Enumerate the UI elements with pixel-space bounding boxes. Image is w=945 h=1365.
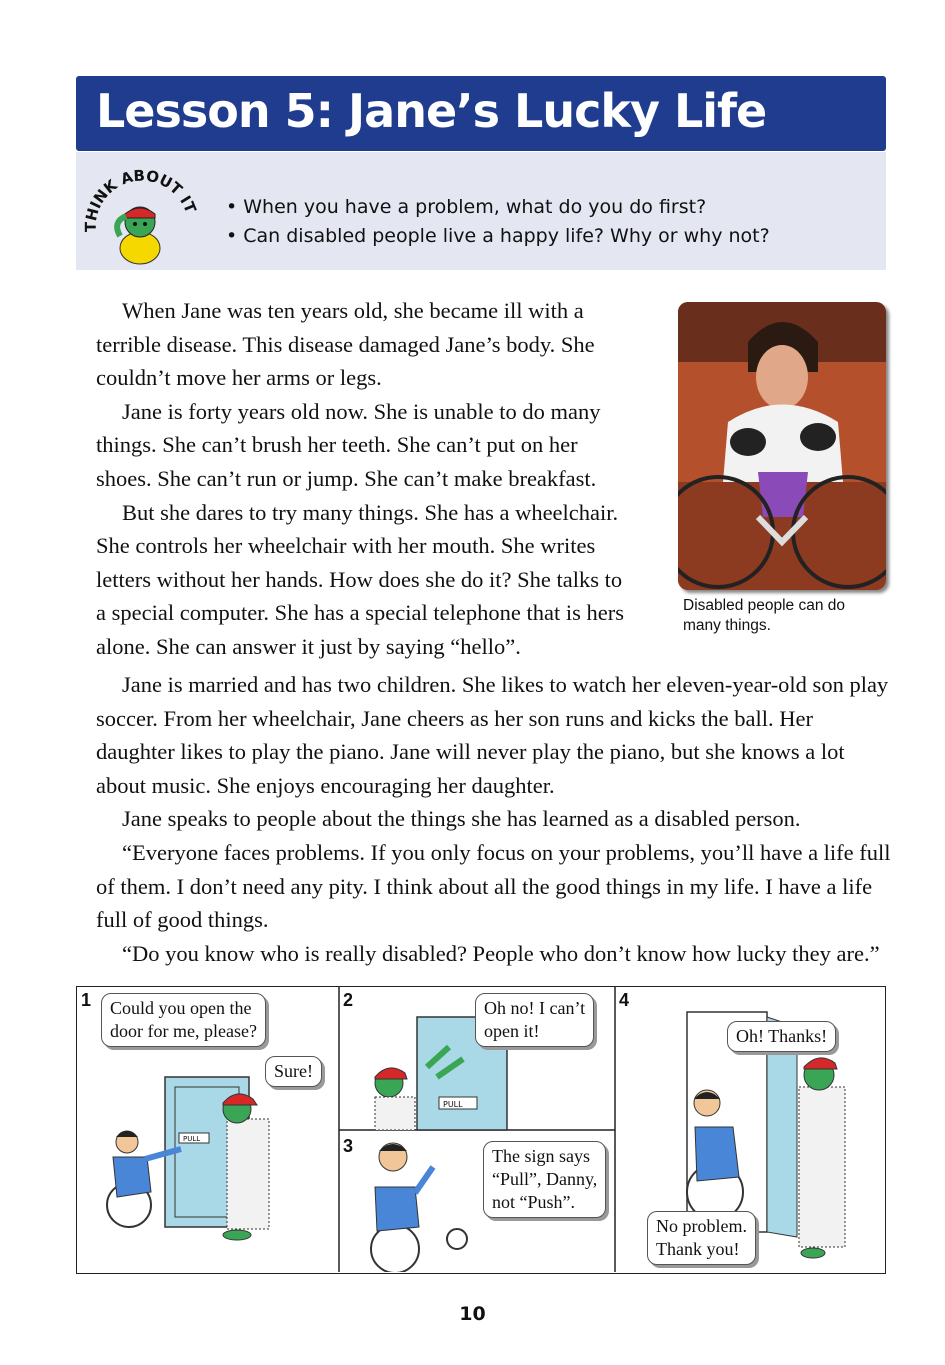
page-number: 10 bbox=[459, 1303, 486, 1325]
speech-bubble bbox=[727, 1021, 836, 1052]
speech-bubble bbox=[265, 1056, 322, 1087]
bubble-line: Thank you! bbox=[656, 1239, 740, 1259]
story-paragraph: Jane is married and has two children. She likes to watch her eleven-year-old son play soccer. From her wheelchair, Jane cheers as her son runs and kicks the ball. Her daughter likes to play the piano. Jane will never play the piano, but she knows a lot about music. She enjoys encouraging her daughter. bbox=[96, 672, 889, 798]
story-line: letters without her hands. How does she do it? She talks to bbox=[96, 566, 623, 592]
speech-bubble bbox=[647, 1211, 756, 1265]
lesson-title: Lesson 5: Jane’s Lucky Life bbox=[96, 84, 767, 138]
panel-number: 1 bbox=[81, 990, 92, 1010]
panel-number: 4 bbox=[619, 990, 630, 1010]
story-line: terrible disease. This disease damaged Jane’s body. She bbox=[96, 331, 595, 357]
bubble-line: Sure! bbox=[274, 1061, 313, 1081]
comic-strip bbox=[76, 986, 886, 1274]
photo-caption: Disabled people can do many things. bbox=[683, 597, 846, 634]
bubble-line: door for me, please? bbox=[110, 1021, 257, 1041]
speech-bubble bbox=[475, 993, 594, 1047]
story-line: shoes. She can’t run or jump. She can’t make breakfast. bbox=[96, 465, 597, 491]
think-question-1: • When you have a problem, what do you do first? bbox=[226, 196, 707, 218]
door-sign-pull: PULL bbox=[183, 1135, 201, 1143]
think-question-2: • Can disabled people live a happy life? Why or why not? bbox=[226, 225, 770, 247]
story-line: Jane is forty years old now. She is unable to do many bbox=[122, 398, 601, 424]
story-column-text bbox=[96, 294, 666, 664]
door-sign-pull: PULL bbox=[443, 1100, 463, 1109]
think-about-it-mascot-icon bbox=[82, 162, 202, 266]
story-line: But she dares to try many things. She has a wheelchair. bbox=[122, 499, 619, 525]
bubble-line: The sign says bbox=[492, 1146, 590, 1166]
speech-bubble bbox=[483, 1141, 606, 1218]
story-paragraph: “Everyone faces problems. If you only focus on your problems, you’ll have a life full of them. I don’t need any pity. I think about all the good things in my life. I have a life full of good things. bbox=[96, 839, 891, 933]
story-full-text bbox=[96, 668, 896, 970]
think-about-it-label: THINK ABOUT IT bbox=[82, 166, 200, 233]
bubble-line: Oh no! I can’t bbox=[484, 998, 586, 1018]
bubble-line: open it! bbox=[484, 1021, 540, 1041]
think-about-it-box bbox=[76, 152, 886, 270]
bubble-line: not “Push”. bbox=[492, 1192, 575, 1212]
bubble-line: Could you open the bbox=[110, 998, 252, 1018]
speech-bubble bbox=[101, 993, 266, 1047]
story-paragraph: Jane speaks to people about the things she has learned as a disabled person. bbox=[122, 806, 801, 832]
story-line: couldn’t move her arms or legs. bbox=[96, 365, 382, 391]
panel-number: 2 bbox=[343, 990, 354, 1010]
bubble-line: “Pull”, Danny, bbox=[492, 1169, 598, 1189]
story-line: a special computer. She has a special telephone that is hers bbox=[96, 600, 624, 626]
story-paragraph: “Do you know who is really disabled? People who don’t know how lucky they are.” bbox=[122, 940, 880, 966]
bubble-line: Oh! Thanks! bbox=[736, 1026, 828, 1046]
panel-number: 3 bbox=[343, 1136, 354, 1156]
story-line: She controls her wheelchair with her mouth. She writes bbox=[96, 533, 596, 559]
story-line: When Jane was ten years old, she became ill with a bbox=[122, 298, 584, 323]
story-line: alone. She can answer it just by saying “hello”. bbox=[96, 633, 521, 659]
bubble-line: No problem. bbox=[656, 1216, 747, 1236]
story-line: things. She can’t brush her teeth. She can’t put on her bbox=[96, 432, 578, 458]
lesson-title-bar bbox=[76, 76, 886, 151]
wheelchair-athlete-photo bbox=[678, 302, 886, 590]
